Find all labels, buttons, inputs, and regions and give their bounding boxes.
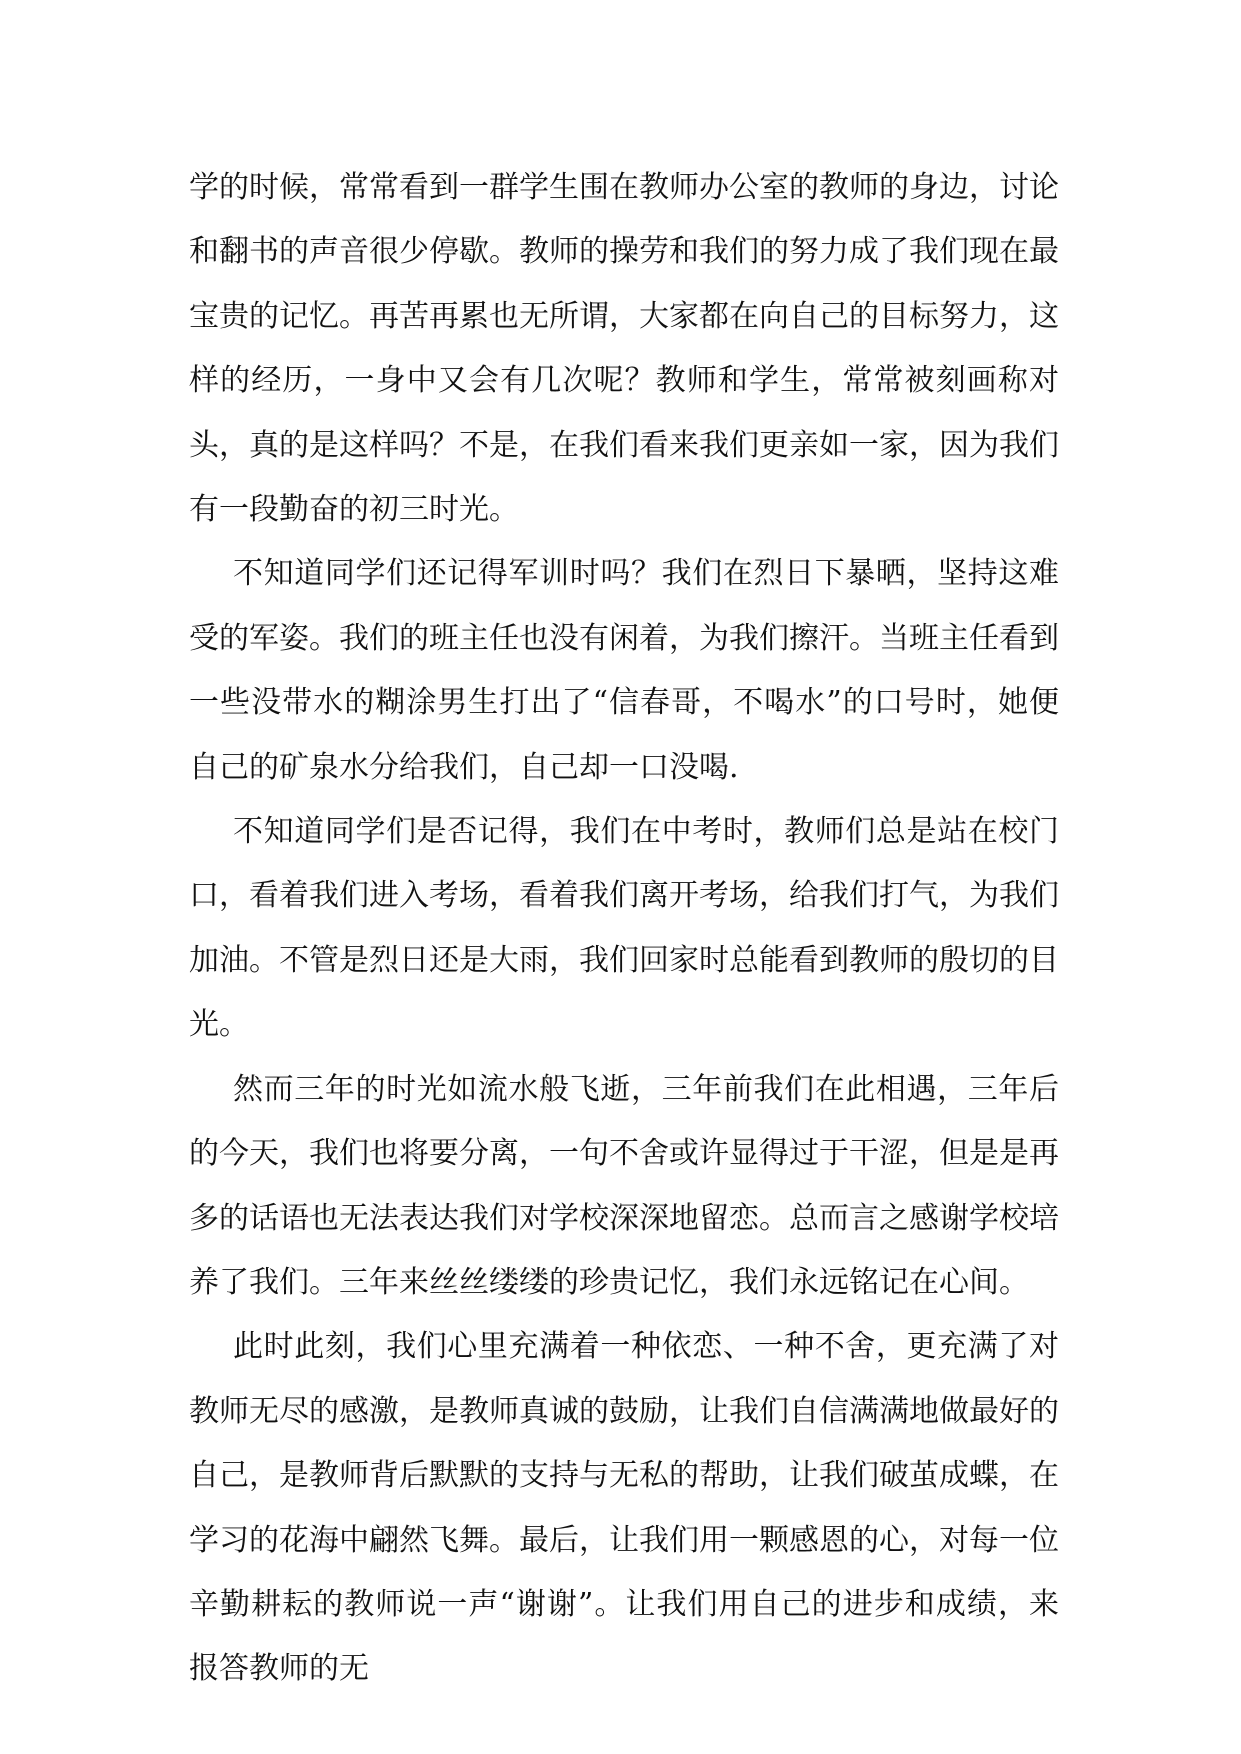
paragraph-4: 然而三年的时光如流水般飞逝，三年前我们在此相遇，三年后的今天，我们也将要分离，一句不舍或许显得过于干涩，但是是再多的话语也无法表达我们对学校深深地留恋。总而言之感谢学校培养了我们。三年来丝丝缕缕的珍贵记忆，我们永远铭记在心间。 xyxy=(189,1071,1059,1300)
paragraph-2: 不知道同学们还记得军训时吗？我们在烈日下暴晒，坚持这难受的军姿。我们的班主任也没有闲着，为我们擦汗。当班主任看到一些没带水的糊涂男生打出了“信春哥，不喝水”的口号时，她便自己的矿泉水分给我们，自己却一口没喝. xyxy=(189,556,1059,785)
document-body xyxy=(189,156,1059,1702)
paragraph-1: 学的时候，常常看到一群学生围在教师办公室的教师的身边，讨论和翻书的声音很少停歇。教师的操劳和我们的努力成了我们现在最宝贵的记忆。再苦再累也无所谓，大家都在向自己的目标努力，这样的经历，一身中又会有几次呢？教师和学生，常常被刻画称对头，真的是这样吗？不是，在我们看来我们更亲如一家，因为我们有一段勤奋的初三时光。 xyxy=(189,170,1059,528)
paragraph-3: 不知道同学们是否记得，我们在中考时，教师们总是站在校门口，看着我们进入考场，看着我们离开考场，给我们打气，为我们加油。不管是烈日还是大雨，我们回家时总能看到教师的殷切的目光。 xyxy=(189,814,1059,1043)
paragraph-5: 此时此刻，我们心里充满着一种依恋、一种不舍，更充满了对教师无尽的感激，是教师真诚的鼓励，让我们自信满满地做最好的自己，是教师背后默默的支持与无私的帮助，让我们破茧成蝶，在学习的花海中翩然飞舞。最后，让我们用一颗感恩的心，对每一位辛勤耕耘的教师说一声“谢谢”。让我们用自己的进步和成绩，来报答教师的无 xyxy=(189,1329,1059,1687)
